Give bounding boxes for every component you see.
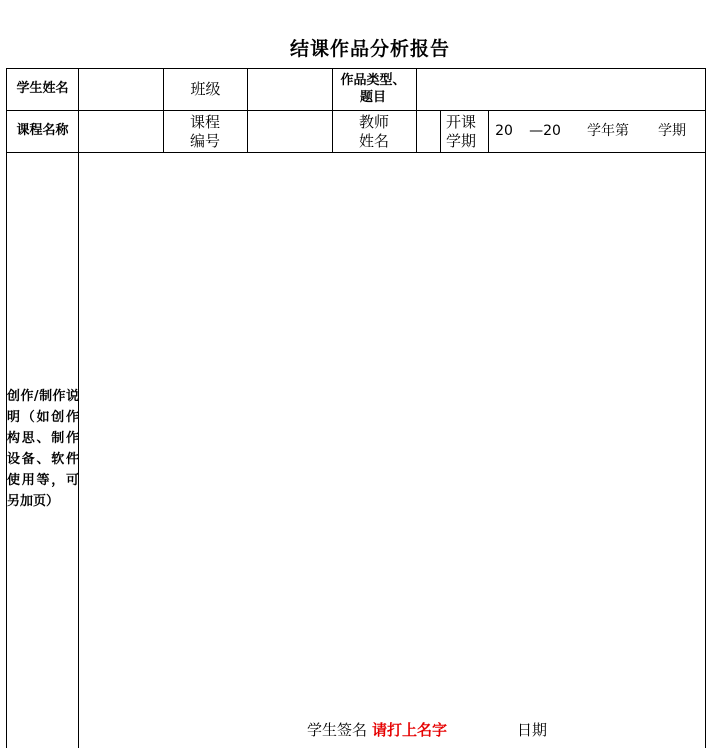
signature-label: 学生签名 — [307, 721, 368, 739]
date-label: 日期 — [517, 721, 548, 739]
course-name-label: 课程名称 — [16, 123, 69, 139]
class-field[interactable] — [248, 69, 332, 110]
description-label: 创作/制作说明（如创作构思、制作设备、软件使用等，可另加页） — [7, 389, 79, 509]
semester-year-suffix: 学年第 — [587, 122, 629, 139]
col-divider — [488, 110, 489, 153]
semester-term-suffix: 学期 — [658, 122, 686, 139]
work-type-field[interactable] — [417, 69, 706, 110]
teacher-field[interactable] — [417, 111, 440, 152]
col-divider — [440, 110, 441, 153]
semester-year-end: —20 — [529, 122, 561, 139]
class-label: 班级 — [190, 80, 221, 99]
description-field[interactable] — [79, 153, 706, 713]
course-code-field[interactable] — [248, 111, 332, 152]
course-name-field[interactable] — [79, 111, 163, 152]
semester-label: 开课学期 — [445, 112, 476, 150]
work-type-label: 作品类型、题目 — [340, 73, 406, 105]
student-name-label: 学生姓名 — [16, 81, 69, 97]
signature-hint[interactable]: 请打上名字 — [372, 721, 448, 739]
semester-year-start: 20 — [495, 122, 513, 139]
course-code-label: 课程编号 — [189, 112, 220, 150]
student-name-field[interactable] — [79, 69, 163, 110]
page-title: 结课作品分析报告 — [289, 38, 450, 60]
teacher-label: 教师姓名 — [358, 112, 389, 150]
col-divider — [332, 68, 333, 153]
